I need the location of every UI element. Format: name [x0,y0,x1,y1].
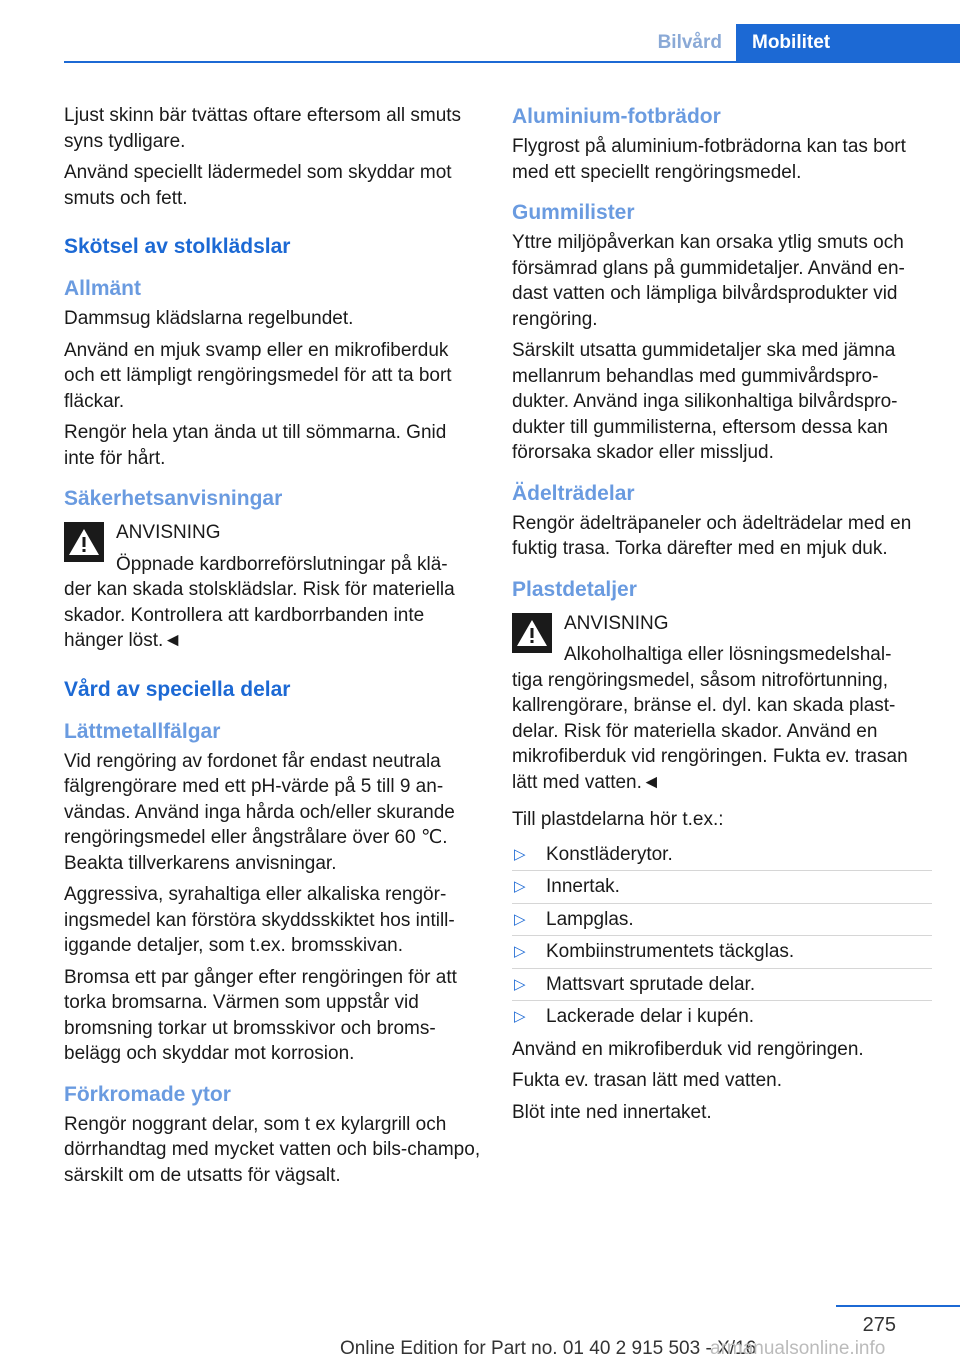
plastic-parts-list [512,839,932,1033]
subheading-allmant: Allmänt [64,277,142,300]
subheading-forkromade: Förkromade ytor [64,1082,231,1106]
paragraph: Rengör noggrant delar, som t ex kylargrill och dörrhandtag med mycket vatten och bils-champo, särskilt om de utsatts för vägsalt. [64,1113,481,1186]
section-heading-skotsel: Skötsel av stolklädslar [64,235,291,258]
paragraph: Flygrost på aluminium-fotbrädorna kan tas bort med ett speciellt rengöringsmedel. [512,136,906,183]
paragraph: Dammsug klädslarna regelbundet. [64,308,354,329]
paragraph: Ljust skinn bär tvättas oftare eftersom all smuts syns tydligare. [64,105,462,152]
paragraph: Rengör hela ytan ända ut till sömmarna. Gnid inte för hårt. [64,422,447,469]
subheading-adeltradelar: Ädelträdelar [512,481,635,505]
list-item: ▷ Konstläderytor. [512,839,932,872]
paragraph: Använd en mjuk svamp eller en mikrofiberduk och ett lämpligt rengöringsmedel för att ta bort fläckar. [64,339,452,412]
paragraph: Aggressiva, syrahaltiga eller alkaliska rengör-ingsmedel kan förstöra skyddsskiktet hos intill-iggande detaljer, som t.ex. bromsskivan. [64,884,455,956]
triangle-bullet-icon: ▷ [514,845,526,863]
header-rule [64,61,960,63]
paragraph: Använd speciellt lädermedel som skyddar mot smuts och fett. [64,162,452,209]
notice-text: der kan skada stolsklädslar. Risk för materiella skador. Kontrollera att kardborrbanden inte hänger löst.◄ [64,579,455,651]
page-number-rule [836,1305,960,1307]
subheading-lattmetall: Lättmetallfälgar [64,719,221,743]
subheading-sakerhet: Säkerhetsanvisningar [64,487,283,510]
section-heading-vard: Vård av speciella delar [64,677,291,701]
paragraph: Vid rengöring av fordonet får endast neutrala fälgrengörare med ett pH-värde på 5 till 9 an-vändas. Använd inga hårda och/eller skurande rengöringsmedel eller ångstrålare över 60 ℃. Beakta tillverkarens anvisningar. [64,750,455,874]
triangle-bullet-icon: ▷ [514,1008,526,1025]
warning-triangle-icon [512,613,552,653]
paragraph: Särskilt utsatta gummidetaljer ska med jämna mellanrum behandlas med gummivårdspro-dukter. Använd inga silikonhaltiga bilvårdspro-dukter till gummilisterna, eftersom dessa kan förorsaka skador eller missljud. [512,340,898,463]
subheading-gummilister: Gummilister [512,201,635,224]
subheading-plast: Plastdetaljer [512,577,637,601]
notice-text-start: Öppnade kardborreförslutningar på klä- [116,553,448,575]
paragraph: Använd en mikrofiberduk vid rengöringen. [512,1038,864,1060]
subheading-aluminium: Aluminium-fotbrädor [512,105,721,128]
paragraph: Fukta ev. trasan lätt med vatten. [512,1070,782,1091]
paragraph: Rengör ädelträpaneler och ädelträdelar med en fuktig trasa. Torka därefter med en mjuk duk. [512,512,912,559]
list-item: ▷ Mattsvart sprutade delar. [512,969,932,1002]
notice-title: ANVISNING [116,522,221,543]
notice-box [64,518,482,654]
triangle-bullet-icon: ▷ [514,943,526,960]
triangle-bullet-icon: ▷ [514,975,526,993]
list-item: ▷ Kombiinstrumentets täckglas. [512,936,932,969]
list-item: ▷ Lackerade delar i kupén. [512,1001,932,1033]
triangle-bullet-icon: ▷ [514,878,526,895]
tab-bilvard[interactable]: Bilvård [657,32,722,53]
triangle-bullet-icon: ▷ [514,910,526,928]
tab-mobilitet[interactable]: Mobilitet [736,24,960,61]
right-column [512,103,932,1131]
paragraph: Till plastdelarna hör t.ex.: [512,809,724,830]
notice-text-start: Alkoholhaltiga eller lösningsmedelshal- [564,644,892,665]
notice-title: ANVISNING [564,612,669,634]
left-column [64,103,482,1194]
paragraph: Yttre miljöpåverkan kan orsaka ytlig smuts och försämrad glans på gummidetaljer. Använd en-dast vatten och lämpliga bilvårdsprodukter vid rengöring. [512,232,905,330]
edition-footer: Online Edition for Part no. 01 40 2 915 503 - X/16 [340,1338,757,1359]
watermark: armanualsonline.info [710,1338,886,1359]
notice-box [512,609,932,796]
paragraph: Blöt inte ned innertaket. [512,1101,712,1123]
notice-text: tiga rengöringsmedel, såsom nitroförtunning, kallrengörare, bränse el. dyl. kan skada plast-delar. Risk för materiella skador. Använd en mikrofiberduk vid rengöringen. Fukta ev. trasan lätt med vatten.◄ [512,669,908,793]
warning-triangle-icon [64,522,104,562]
list-item: ▷ Innertak. [512,871,932,904]
paragraph: Bromsa ett par gånger efter rengöringen för att torka bromsarna. Värmen som uppstår vid bromsning torkar ut bromsskivor och broms-belägg och skyddar mot korrosion. [64,966,457,1064]
list-item: ▷ Lampglas. [512,904,932,937]
page-number: 275 [862,1314,896,1336]
